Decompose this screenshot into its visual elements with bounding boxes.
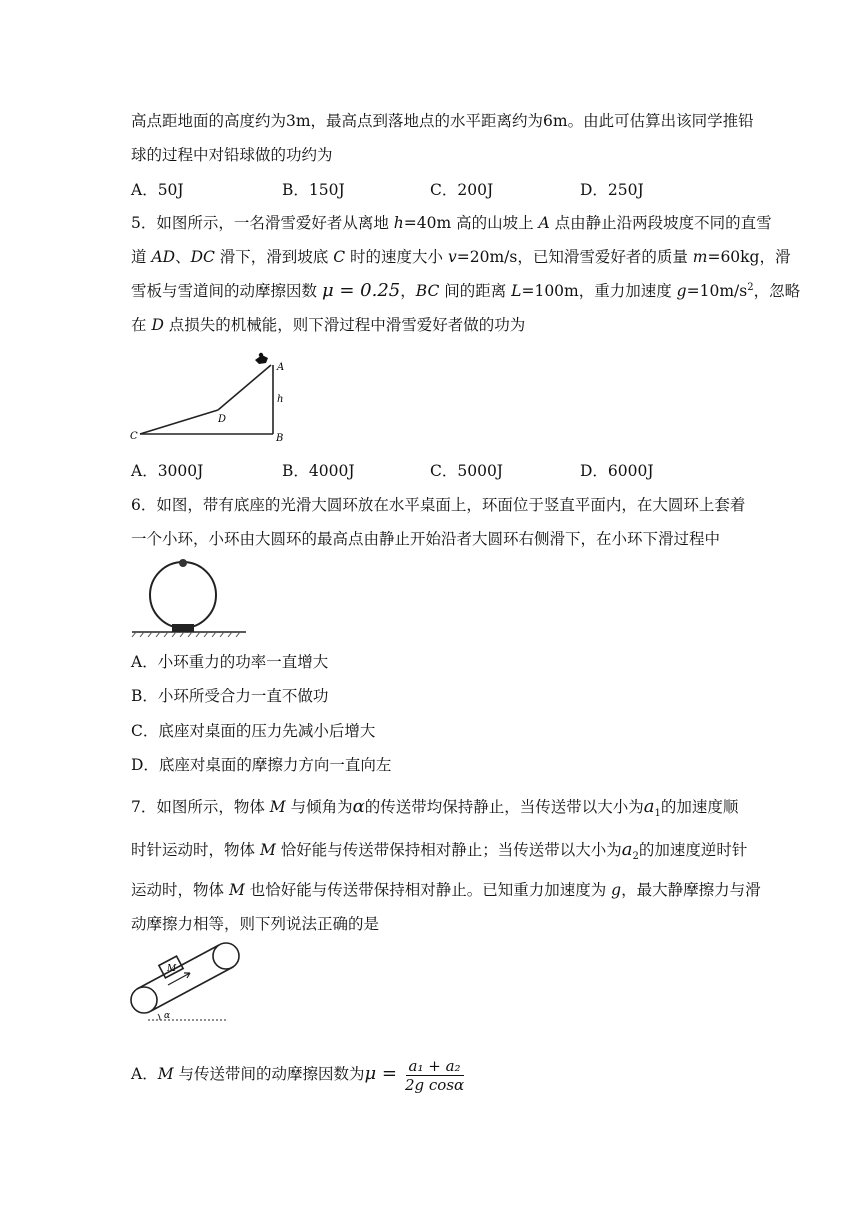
text: 与倾角为 bbox=[285, 798, 353, 816]
q4-option-a: A．50J bbox=[131, 181, 184, 199]
var-v: v bbox=[447, 248, 457, 266]
text: 恰好能与传送带保持相对静止；当传送带以大小为 bbox=[275, 841, 622, 859]
mu-value: μ = 0.25 bbox=[321, 280, 401, 301]
var-h: h bbox=[393, 214, 404, 232]
text: ， bbox=[400, 282, 416, 300]
var-D: D bbox=[151, 316, 164, 334]
text: 时针运动时，物体 bbox=[131, 841, 260, 859]
q6-option-b: B．小环所受合力一直不做功 bbox=[131, 687, 329, 705]
var-M: M bbox=[259, 841, 276, 859]
label-c: C bbox=[130, 431, 138, 442]
subscript: 1 bbox=[654, 808, 661, 820]
subscript: 2 bbox=[632, 851, 639, 863]
belt-top bbox=[137, 945, 219, 989]
var-g: g bbox=[611, 881, 622, 899]
text: 点由静止沿两段坡度不同的直雪 bbox=[549, 214, 772, 232]
label-alpha: α bbox=[164, 1011, 171, 1021]
q6-line-2: 一个小环，小环由大圆环的最高点由静止开始沿者大圆环右侧滑下，在小环下滑过程中 bbox=[131, 530, 721, 548]
slope-dc bbox=[140, 410, 218, 434]
text: 7．如图所示，物体 bbox=[131, 798, 270, 816]
q5-line-3 bbox=[131, 281, 800, 301]
var-M: M bbox=[228, 881, 245, 899]
text: =60kg，滑 bbox=[707, 248, 791, 266]
q5-option-d: D．6000J bbox=[580, 462, 654, 480]
slope-figure bbox=[128, 350, 293, 445]
friction-fraction bbox=[402, 1057, 467, 1094]
text: 滑下，滑到坡底 bbox=[214, 248, 334, 266]
conveyor-figure bbox=[128, 940, 240, 1026]
var-M: M bbox=[269, 798, 286, 816]
text: 、 bbox=[175, 248, 191, 266]
base bbox=[172, 624, 194, 632]
text: 的加速度顺 bbox=[660, 798, 739, 816]
text: =40m 高的山坡上 bbox=[403, 214, 539, 232]
label-h: h bbox=[277, 394, 284, 405]
var-a1: a bbox=[643, 796, 655, 817]
text: A． bbox=[131, 1065, 158, 1083]
var-BC: BC bbox=[415, 282, 440, 300]
var-AD: AD bbox=[151, 248, 176, 266]
skier-icon bbox=[255, 353, 268, 364]
q6-line-1: 6．如图，带有底座的光滑大圆环放在水平桌面上，环面位于竖直平面内，在大圆环上套着 bbox=[131, 496, 746, 514]
text: =10m/s bbox=[686, 282, 748, 300]
q5-option-c: C．5000J bbox=[430, 462, 504, 480]
text: 雪板与雪道间的动摩擦因数 bbox=[131, 282, 322, 300]
var-L: L bbox=[511, 282, 522, 300]
text: =20m/s，已知滑雪爱好者的质量 bbox=[456, 248, 693, 266]
text: 道 bbox=[131, 248, 152, 266]
q7-line-4: 动摩擦力相等，则下列说法正确的是 bbox=[131, 915, 380, 933]
superscript: 2 bbox=[747, 281, 754, 293]
ring-figure bbox=[128, 558, 248, 640]
text: =100m，重力加速度 bbox=[521, 282, 677, 300]
label-b: B bbox=[276, 433, 284, 444]
q5-option-b: B．4000J bbox=[282, 462, 355, 480]
text: 与传送带间的动摩擦因数为 bbox=[173, 1065, 365, 1083]
text: 在 bbox=[131, 316, 152, 334]
label-d: D bbox=[218, 414, 227, 425]
q4-line-2: 球的过程中对铅球做的功约为 bbox=[131, 146, 333, 164]
small-ring bbox=[179, 559, 187, 567]
q5-line-2 bbox=[131, 247, 790, 267]
var-A: A bbox=[538, 214, 550, 232]
var-m: m bbox=[692, 248, 708, 266]
var-DC: DC bbox=[190, 248, 215, 266]
text: 的传送带均保持静止，当传送带以大小为 bbox=[364, 798, 644, 816]
q5-option-a: A．3000J bbox=[131, 462, 204, 480]
q7-option-a bbox=[131, 1055, 467, 1094]
text: 点损失的机械能，则下滑过程中滑雪爱好者做的功为 bbox=[163, 316, 526, 334]
text: ，最大静摩擦力与滑 bbox=[621, 881, 761, 899]
text: 5．如图所示，一名滑雪爱好者从离地 bbox=[131, 214, 394, 232]
q4-option-b: B．150J bbox=[282, 181, 345, 199]
text: 运动时，物体 bbox=[131, 881, 229, 899]
q4-option-d: D．250J bbox=[580, 181, 644, 199]
text: ，忽略 bbox=[753, 282, 801, 300]
var-C: C bbox=[333, 248, 346, 266]
fraction-numerator: a₁ + a₂ bbox=[406, 1057, 464, 1076]
big-ring bbox=[150, 562, 216, 628]
var-alpha: α bbox=[352, 796, 365, 817]
var-a2: a bbox=[621, 839, 633, 860]
fraction-denominator: 2g cosα bbox=[404, 1075, 465, 1094]
var-g: g bbox=[676, 282, 687, 300]
angle-arc bbox=[158, 1014, 160, 1020]
text: 也恰好能与传送带保持相对静止。已知重力加速度为 bbox=[244, 881, 612, 899]
q5-line-1 bbox=[131, 213, 772, 233]
q7-line-2 bbox=[131, 839, 748, 863]
label-m: M bbox=[167, 964, 177, 974]
q6-option-a: A．小环重力的功率一直增大 bbox=[131, 653, 329, 671]
text: 间的距离 bbox=[439, 282, 512, 300]
q6-option-c: C．底座对桌面的压力先减小后增大 bbox=[131, 722, 376, 740]
q4-option-c: C．200J bbox=[430, 181, 494, 199]
q7-line-1 bbox=[131, 796, 739, 820]
var-M: M bbox=[157, 1065, 174, 1083]
slope-ad bbox=[218, 365, 271, 410]
label-a: A bbox=[277, 362, 285, 373]
mu-symbol: μ = bbox=[364, 1063, 398, 1084]
q4-line-1: 高点距地面的高度约为3m，最高点到落地点的水平距离约为6m。由此可估算出该同学推铅 bbox=[131, 112, 754, 130]
text: 时的速度大小 bbox=[345, 248, 448, 266]
text: 的加速度逆时针 bbox=[638, 841, 748, 859]
q6-option-d: D．底座对桌面的摩擦力方向一直向左 bbox=[131, 756, 392, 774]
q7-line-3 bbox=[131, 880, 761, 900]
q5-line-4 bbox=[131, 315, 525, 335]
